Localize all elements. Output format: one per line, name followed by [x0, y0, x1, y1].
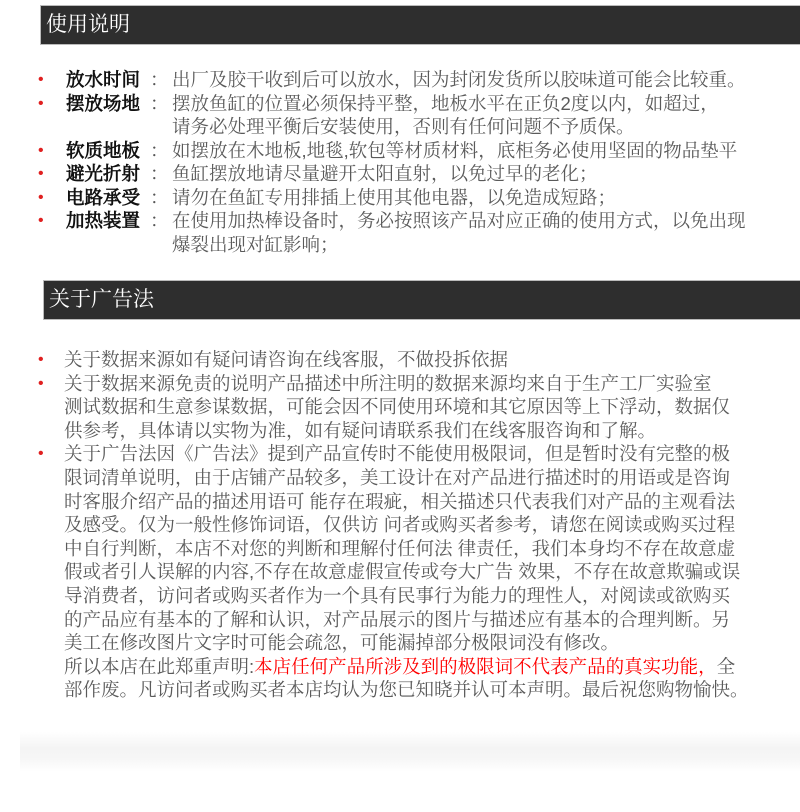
colon: ： — [150, 210, 169, 231]
usage-text: 请勿在鱼缸专用排插上使用其他电器，以免造成短路； — [172, 186, 617, 208]
ad-law-text: 关于广告法因《广告法》提到产品宣传时不能使用极限词，但是暂时没有完整的极 — [64, 443, 731, 465]
usage-text: 爆裂出现对缸影响； — [172, 233, 339, 255]
ad-law-text: 测试数据和生意参谋数据，可能会因不同使用环境和其它原因等上下浮动，数据仅 — [64, 396, 731, 418]
usage-label: 电路承受 — [66, 186, 141, 208]
ad-law-text: 美工在修改图片文字时可能会疏忽，可能漏掉部分极限词没有修改。 — [64, 632, 620, 654]
bullet-icon: • — [38, 351, 44, 368]
colon: ： — [150, 163, 169, 184]
usage-item — [36, 186, 796, 210]
usage-item — [36, 139, 796, 163]
bullet-icon: • — [38, 212, 44, 229]
section-header-usage — [40, 5, 800, 45]
declaration-suffix: 全 — [716, 655, 736, 677]
ad-law-item — [36, 442, 796, 654]
usage-text: 请务必处理平衡后安装使用，否则有任何问题不予质保。 — [172, 116, 635, 137]
usage-text: 鱼缸摆放地请尽量避开太阳直射，以免过早的老化； — [172, 163, 598, 184]
usage-label: 加热装置 — [66, 210, 141, 231]
declaration — [36, 655, 796, 702]
colon: ： — [150, 139, 169, 161]
colon: ： — [150, 92, 169, 114]
usage-item — [36, 68, 796, 92]
ad-law-text: 及感受。仅为一般性修饰词语，仅供访 问者或购买者参考，请您在阅读或购买过程 — [64, 514, 736, 536]
section-title: 关于广告法 — [49, 288, 154, 311]
bottom-fade — [20, 732, 800, 772]
ad-law-text: 导消费者，访问者或购买者作为一个具有民事行为能力的理性人，对阅读或欲购买 — [64, 584, 731, 606]
ad-law-text: 关于数据来源免责的说明产品描述中所注明的数据来源均来自于生产工厂实验室 — [64, 372, 712, 394]
bullet-icon: • — [38, 374, 44, 392]
ad-law-list — [36, 348, 796, 702]
bullet-icon: • — [38, 141, 44, 159]
bullet-icon: • — [38, 188, 44, 206]
usage-text: 在使用加热棒设备时，务必按照该产品对应正确的使用方式，以免出现 — [172, 210, 746, 231]
ad-law-text: 限词清单说明，由于店铺产品较多，美工设计在对产品进行描述时的用语或是咨询 — [64, 466, 731, 488]
usage-text: 摆放鱼缸的位置必须保持平整，地板水平在正负2度以内，如超过， — [172, 92, 719, 114]
bullet-icon: • — [38, 165, 44, 182]
declaration-line — [64, 655, 796, 679]
usage-text: 出厂及胶干收到后可以放水，因为封闭发货所以胶味道可能会比较重。 — [172, 69, 746, 90]
section-title: 使用说明 — [46, 13, 130, 36]
usage-label: 避光折射 — [66, 163, 141, 184]
ad-law-item — [36, 372, 796, 443]
ad-law-text: 时客服介绍产品的描述用语可 能存在瑕疵，相关描述只代表我们对产品的主观看法 — [64, 490, 736, 512]
ad-law-item — [36, 348, 796, 372]
bullet-icon: • — [38, 94, 44, 112]
usage-label: 放水时间 — [66, 69, 141, 90]
colon: ： — [150, 69, 169, 90]
bullet-icon: • — [38, 445, 44, 463]
ad-law-text: 中自行判断，本店不对您的判断和理解付任何法 律责任，我们本身均不存在故意虚 — [64, 537, 736, 559]
usage-item — [36, 162, 796, 186]
ad-law-text: 假或者引人误解的内容,不存在故意虚假宣传或夸大广告 效果，不存在故意欺骗或误 — [64, 561, 741, 583]
declaration-line: 部作废。凡访问者或购买者本店均认为您已知晓并认可本声明。最后祝您购物愉快。 — [64, 679, 749, 701]
ad-law-text: 关于数据来源如有疑问请咨询在线客服，不做投拆依据 — [64, 349, 509, 370]
declaration-highlight: 本店任何产品所涉及到的极限词不代表产品的真实功能， — [254, 655, 717, 677]
usage-text: 如摆放在木地板,地毯,软包等材质材料，底柜务必使用坚固的物品垫平 — [172, 139, 738, 161]
bullet-icon: • — [38, 71, 44, 88]
ad-law-text: 的产品应有基本的了解和认识，对产品展示的图片与描述应有基本的合理判断。另 — [64, 608, 731, 630]
usage-list — [36, 68, 796, 256]
usage-label: 软质地板 — [66, 139, 141, 161]
section-header-ad-law — [43, 280, 800, 320]
usage-item — [36, 209, 796, 256]
usage-label: 摆放场地 — [66, 92, 141, 114]
declaration-prefix: 所以本店在此郑重声明: — [64, 655, 255, 677]
colon: ： — [150, 186, 169, 208]
ad-law-text: 供参考，具体请以实物为准，如有疑问请联系我们在线客服咨询和了解。 — [64, 419, 657, 441]
usage-item — [36, 92, 796, 139]
